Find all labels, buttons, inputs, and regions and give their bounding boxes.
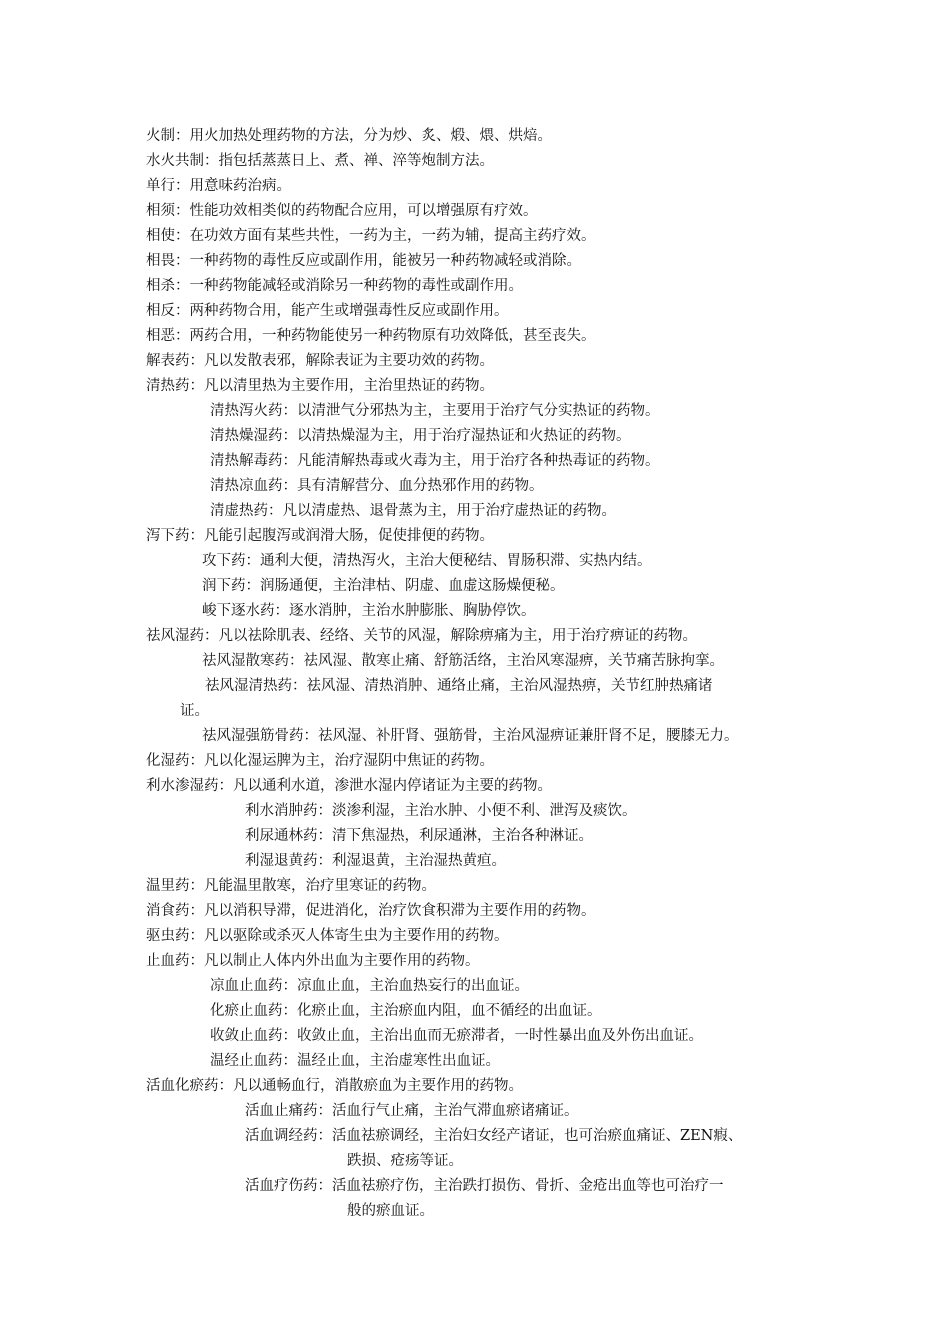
text-line: 清热药：凡以清里热为主要作用，主治里热证的药物。: [146, 378, 494, 394]
text-line: 祛风湿强筋骨药：祛风湿、补肝肾、强筋骨，主治风湿痹证兼肝肾不足，腰膝无力。: [202, 728, 739, 744]
text-line: 祛风湿药：凡以祛除肌表、经络、关节的风湿，解除痹痛为主，用于治疗痹证的药物。: [146, 628, 697, 644]
text-line: 跌损、疮疡等证。: [347, 1153, 463, 1169]
text-line: 活血止痛药：活血行气止痛，主治气滞血瘀诸痛证。: [245, 1103, 579, 1119]
text-line: 利水渗湿药：凡以通利水道，渗泄水湿内停诸证为主要的药物。: [146, 778, 552, 794]
text-line: 相恶：两药合用，一种药物能使另一种药物原有功效降低，甚至丧失。: [146, 328, 596, 344]
text-line: 化瘀止血药：化瘀止血，主治瘀血内阻，血不循经的出血证。: [210, 1003, 602, 1019]
text-line: 温经止血药：温经止血，主治虚寒性出血证。: [210, 1053, 500, 1069]
text-line: 利湿退黄药：利湿退黄，主治湿热黄疸。: [245, 853, 506, 869]
text-line: 化湿药：凡以化湿运脾为主，治疗湿阴中焦证的药物。: [146, 753, 494, 769]
text-line: 相使：在功效方面有某些共性，一药为主，一药为辅，提高主药疗效。: [146, 228, 596, 244]
text-line: 润下药：润肠通便，主治津枯、阴虚、血虚这肠燥便秘。: [202, 578, 565, 594]
text-line: 活血疗伤药：活血祛瘀疗伤，主治跌打损伤、骨折、金疮出血等也可治疗一: [245, 1178, 724, 1194]
text-line: 证。: [180, 703, 209, 719]
text-line: 解表药：凡以发散表邪，解除表证为主要功效的药物。: [146, 353, 494, 369]
text-line: 祛风湿清热药：祛风湿、清热消肿、通络止痛，主治风湿热痹，关节红肿热痛诸: [205, 678, 713, 694]
text-line: 相畏：一种药物的毒性反应或副作用，能被另一种药物减轻或消除。: [146, 253, 581, 269]
text-line: 清热泻火药：以清泄气分邪热为主，主要用于治疗气分实热证的药物。: [210, 403, 660, 419]
text-line: 活血化瘀药：凡以通畅血行，消散瘀血为主要作用的药物。: [146, 1078, 523, 1094]
text-line: 攻下药：通利大便，清热泻火，主治大便秘结、胃肠积滞、实热内结。: [202, 553, 652, 569]
text-line: 火制：用火加热处理药物的方法，分为炒、炙、煅、煨、烘焙。: [146, 128, 552, 144]
text-line: 相须：性能功效相类似的药物配合应用，可以增强原有疗效。: [146, 203, 538, 219]
text-line: 清虚热药：凡以清虚热、退骨蒸为主，用于治疗虚热证的药物。: [210, 503, 616, 519]
text-line: 清热凉血药：具有清解营分、血分热邪作用的药物。: [210, 478, 544, 494]
text-line: 相杀：一种药物能减轻或消除另一种药物的毒性或副作用。: [146, 278, 523, 294]
text-line: 活血调经药：活血祛瘀调经，主治妇女经产诸证，也可治瘀血痛证、ZEN瘕、: [245, 1128, 743, 1144]
text-line: 泻下药：凡能引起腹泻或润滑大肠，促使排便的药物。: [146, 528, 494, 544]
text-line: 清热燥湿药：以清热燥湿为主，用于治疗湿热证和火热证的药物。: [210, 428, 631, 444]
text-line: 祛风湿散寒药：祛风湿、散寒止痛、舒筋活络，主治风寒湿痹，关节痛苦脉拘挛。: [202, 653, 724, 669]
text-line: 温里药：凡能温里散寒，治疗里寒证的药物。: [146, 878, 436, 894]
text-line: 般的瘀血证。: [347, 1203, 434, 1219]
text-line: 水火共制：指包括蒸蒸日上、煮、禅、淬等炮制方法。: [146, 153, 494, 169]
text-line: 止血药：凡以制止人体内外出血为主要作用的药物。: [146, 953, 480, 969]
text-line: 清热解毒药：凡能清解热毒或火毒为主，用于治疗各种热毒证的药物。: [210, 453, 660, 469]
text-line: 峻下逐水药：逐水消肿，主治水肿膨胀、胸胁停饮。: [202, 603, 536, 619]
text-line: 驱虫药：凡以驱除或杀灭人体寄生虫为主要作用的药物。: [146, 928, 509, 944]
text-line: 凉血止血药：凉血止血，主治血热妄行的出血证。: [210, 978, 529, 994]
text-line: 单行：用意味药治病。: [146, 178, 291, 194]
text-line: 消食药：凡以消积导滞，促进消化，治疗饮食积滞为主要作用的药物。: [146, 903, 596, 919]
text-line: 相反：两种药物合用，能产生或增强毒性反应或副作用。: [146, 303, 509, 319]
text-line: 利水消肿药：淡渗利湿，主治水肿、小便不利、泄泻及痰饮。: [245, 803, 637, 819]
text-line: 收敛止血药：收敛止血，主治出血而无瘀滞者，一时性暴出血及外伤出血证。: [210, 1028, 703, 1044]
text-line: 利尿通林药：清下焦湿热，利尿通淋，主治各种淋证。: [245, 828, 593, 844]
